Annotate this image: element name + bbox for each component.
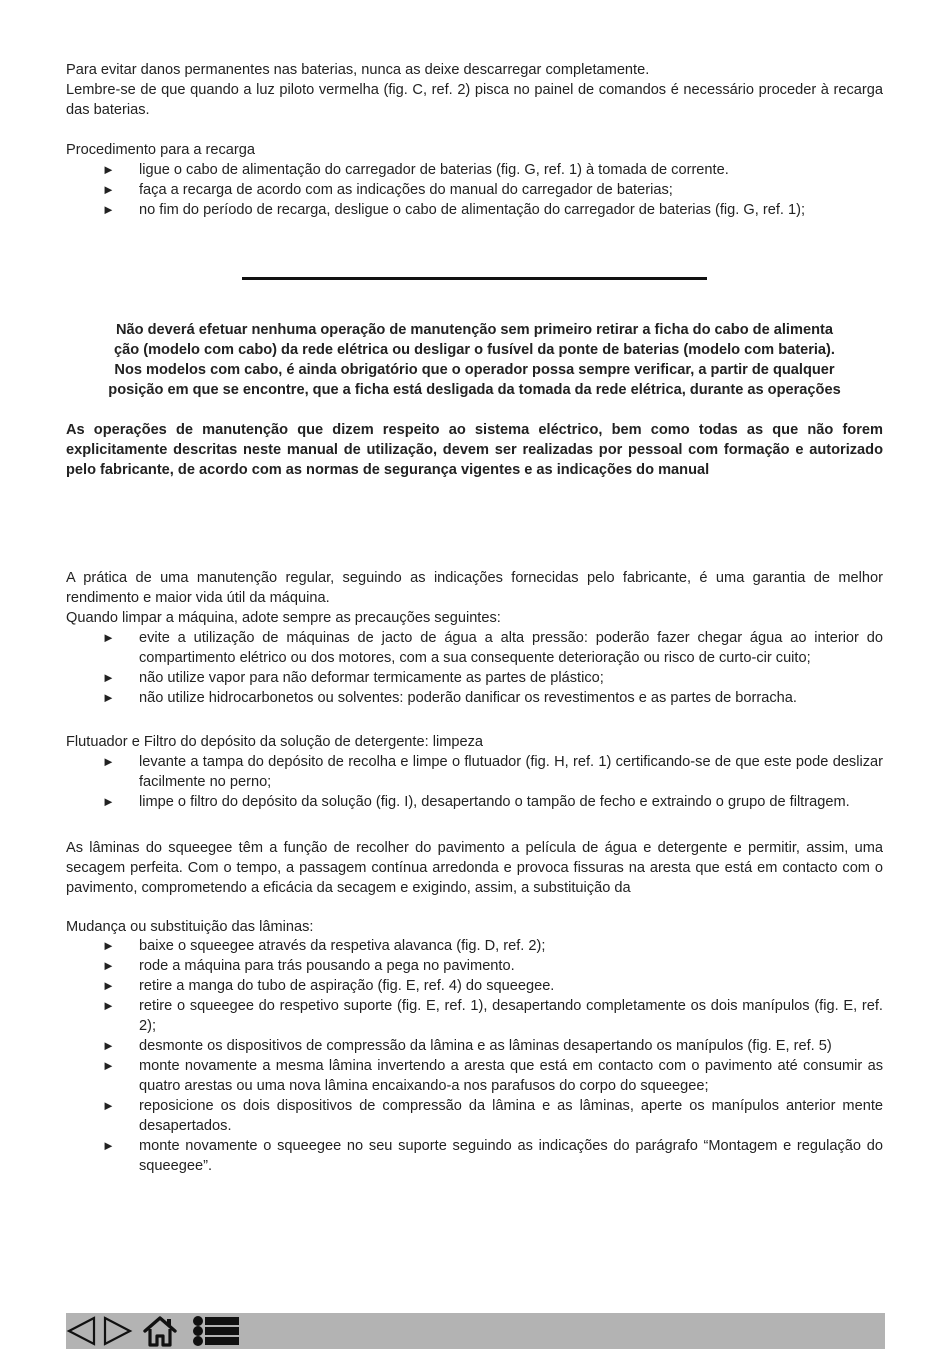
bullet-arrow-icon: ► (102, 162, 115, 177)
index-list-icon[interactable] (192, 1315, 240, 1347)
cleaning-heading: Quando limpar a máquina, adote sempre as precauções seguintes: (66, 610, 501, 626)
cleaning-list (66, 628, 883, 708)
recharge-list (66, 160, 883, 220)
warning-line: ção (modelo com cabo) da rede elétrica ou desligar o fusível da ponte de baterias (modelo com bateria). (114, 342, 835, 358)
list-item: ► no fim do período de recarga, desligue o cabo de alimentação do carregador de baterias (fig. G, ref. 1); (102, 202, 806, 218)
float-filter-list (66, 752, 883, 812)
list-item: ► levante a tampa do depósito de recolha e limpe o flutuador (fig. H, ref. 1) certificando-se de que este pode deslizar facilmente no perno; (102, 754, 883, 790)
bullet-arrow-icon: ► (102, 958, 115, 973)
maintenance-paragraph: A prática de uma manutenção regular, seguindo as indicações fornecidas pelo fabricante, é uma garantia de melhor rendimento e maior vida útil da máquina. (66, 570, 883, 606)
squeegee-heading: Mudança ou substituição das lâminas: (66, 919, 314, 935)
list-item: ► monte novamente a mesma lâmina invertendo a aresta que está em contacto com o pavimento até consumir as quatro arestas ou uma nova lâmina encaixando-a nos parafusos do corpo do squeegee; (102, 1058, 883, 1094)
bullet-arrow-icon: ► (102, 182, 115, 197)
float-filter-heading: Flutuador e Filtro do depósito da solução de detergente: limpeza (66, 734, 483, 750)
document-body (66, 60, 883, 1176)
list-item: ► reposicione os dois dispositivos de compressão da lâmina e as lâminas, aperte os manípulos anterior mente desapertados. (102, 1098, 883, 1134)
bullet-arrow-icon: ► (102, 630, 115, 645)
list-item: ► desmonte os dispositivos de compressão da lâmina e as lâminas desapertando os manípulos (fig. E, ref. 5) (102, 1038, 832, 1054)
bullet-arrow-icon: ► (102, 938, 115, 953)
bullet-arrow-icon: ► (102, 690, 115, 705)
list-item: ► retire a manga do tubo de aspiração (fig. E, ref. 4) do squeegee. (102, 978, 555, 994)
list-item: ► evite a utilização de máquinas de jacto de água a alta pressão: poderão fazer chegar água ao interior do compartimento elétrico ou dos motores, com a sua consequente deterioração ou risco de curto-cir cuito; (102, 630, 883, 666)
bullet-arrow-icon: ► (102, 1038, 115, 1053)
bullet-arrow-icon: ► (102, 670, 115, 685)
footer-nav-bar (66, 1313, 885, 1349)
bullet-arrow-icon: ► (102, 978, 115, 993)
list-item: ► faça a recarga de acordo com as indicações do manual do carregador de baterias; (102, 182, 673, 198)
intro-line-2: Lembre-se de que quando a luz piloto vermelha (fig. C, ref. 2) pisca no painel de comandos é necessário proceder à recarga das baterias. (66, 82, 883, 118)
bullet-arrow-icon: ► (102, 754, 115, 769)
warning-line: posição em que se encontre, que a ficha está desligada da tomada da rede elétrica, durante as operações (108, 382, 841, 398)
list-item: ► retire o squeegee do respetivo suporte (fig. E, ref. 1), desapertando completamente os dois manípulos (fig. E, ref. 2); (102, 998, 883, 1034)
bullet-arrow-icon: ► (102, 794, 115, 809)
list-item: ► rode a máquina para trás pousando a pega no pavimento. (102, 958, 515, 974)
bullet-arrow-icon: ► (102, 998, 115, 1013)
bullet-arrow-icon: ► (102, 1138, 115, 1153)
warning-line: Nos modelos com cabo, é ainda obrigatório que o operador possa sempre verificar, a partir de qualquer (114, 362, 835, 378)
list-item: ► não utilize vapor para não deformar termicamente as partes de plástico; (102, 670, 604, 686)
home-icon[interactable] (142, 1315, 178, 1347)
squeegee-list (66, 936, 883, 1176)
next-arrow-icon[interactable] (101, 1315, 133, 1347)
recharge-heading: Procedimento para a recarga (66, 142, 256, 158)
warning-line: Não deverá efetuar nenhuma operação de manutenção sem primeiro retirar a ficha do cabo de alimenta (116, 322, 833, 338)
bullet-arrow-icon: ► (102, 202, 115, 217)
list-item: ► limpe o filtro do depósito da solução (fig. I), desapertando o tampão de fecho e extraindo o grupo de filtragem. (102, 794, 850, 810)
squeegee-paragraph: As lâminas do squeegee têm a função de recolher do pavimento a película de água e detergente e permitir, assim, uma secagem perfeita. Com o tempo, a passagem contínua arredonda e provoca fissuras na aresta que está em contacto com o pavimento, comprometendo a eficácia da secagem e exigindo, assim, a substituição da (66, 840, 883, 896)
list-item: ► não utilize hidrocarbonetos ou solventes: poderão danificar os revestimentos e as partes de borracha. (102, 690, 797, 706)
intro-line-1: Para evitar danos permanentes nas baterias, nunca as deixe descarregar completamente. (66, 62, 650, 78)
electrical-warning: As operações de manutenção que dizem respeito ao sistema eléctrico, bem como todas as que não forem explicitamente descritas neste manual de utilização, devem ser realizadas por pessoal com formação e autorizado pelo fabricante, de acordo com as normas de segurança vigentes e as indicações do manual (66, 422, 883, 478)
prev-arrow-icon[interactable] (66, 1315, 98, 1347)
list-item: ► monte novamente o squeegee no seu suporte seguindo as indicações do parágrafo “Montagem e regulação do squeegee”. (102, 1138, 883, 1174)
bullet-arrow-icon: ► (102, 1058, 115, 1073)
list-item: ► baixe o squeegee através da respetiva alavanca (fig. D, ref. 2); (102, 938, 546, 954)
bullet-arrow-icon: ► (102, 1098, 115, 1113)
warning-block (66, 320, 883, 400)
list-item: ► ligue o cabo de alimentação do carregador de baterias (fig. G, ref. 1) à tomada de corrente. (102, 162, 729, 178)
